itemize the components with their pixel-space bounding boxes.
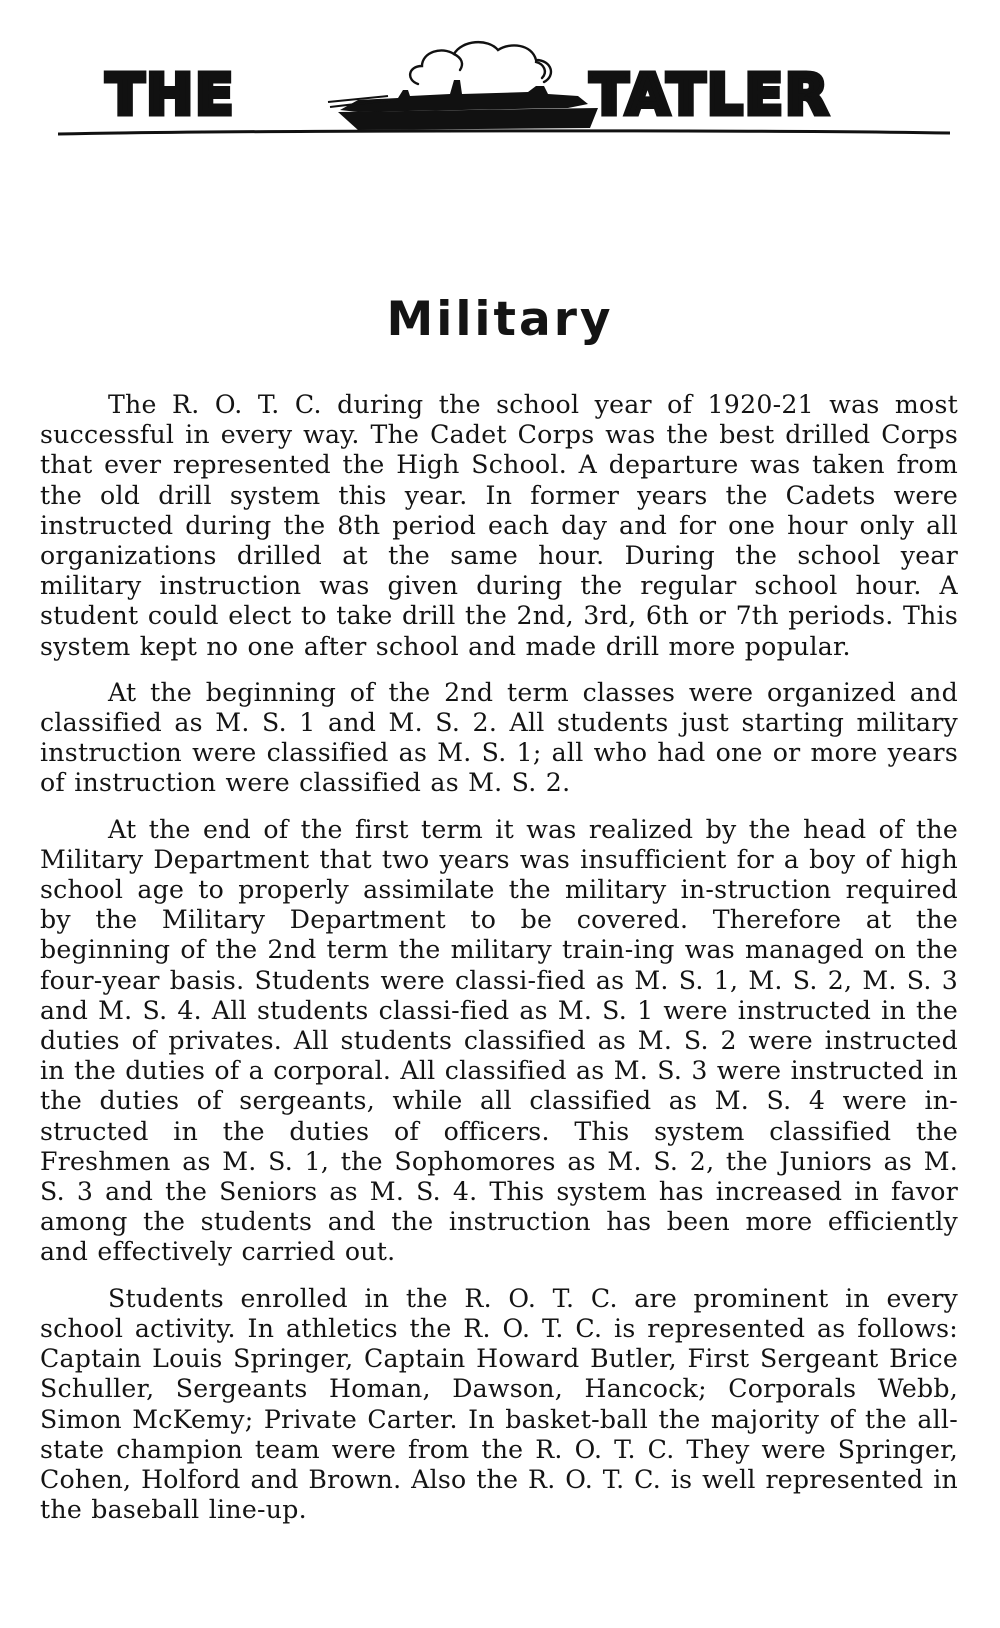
masthead-left-word: THE: [106, 63, 236, 128]
page-title: Military: [386, 292, 614, 347]
masthead-logo: [58, 30, 950, 150]
article-paragraph: At the beginning of the 2nd term classes were organized and classified as M. S. 1 and M. S. 2. All students just starting military instruction were classified as M. S. 1; all who had one or more years of instruction were classified as M. S. 2.: [40, 677, 958, 798]
article-paragraph: At the end of the first term it was realized by the head of the Military Department that two years was insufficient for a boy of high school age to properly assimilate the military in-struction required by the Military Department to be covered. Therefore at the beginning of the 2nd term the military train-ing was managed on the four-year basis. Students were classi-fied as M. S. 1, M. S. 2, M. S. 3 and M. S. 4. All students classi-fied as M. S. 1 were instructed in the duties of privates. All students classified as M. S. 2 were instructed in the duties of a corporal. All classified as M. S. 3 were instructed in the duties of sergeants, while all classified as M. S. 4 were in-structed in the duties of officers. This system classified the Freshmen as M. S. 1, the Sophomores as M. S. 2, the Juniors as M. S. 3 and the Seniors as M. S. 4. This system has increased in favor among the students and the instruction has been more efficiently and effectively carried out.: [40, 814, 958, 1267]
masthead: [58, 30, 950, 150]
article-paragraph: Students enrolled in the R. O. T. C. are prominent in every school activity. In athletics the R. O. T. C. is represented as follows: Captain Louis Springer, Captain Howard Butler, First Sergeant Brice Schuller, Sergeants Homan, Dawson, Hancock; Corporals Webb, Simon McKemy; Private Carter. In basket-ball the majority of the all-state champion team were from the R. O. T. C. They were Springer, Cohen, Holford and Brown. Also the R. O. T. C. is well represented in the baseball line-up.: [40, 1283, 958, 1525]
battleship-icon: [328, 80, 598, 130]
article-body: [40, 390, 958, 1541]
smoke-cloud-icon: [410, 42, 551, 84]
masthead-right-word: TATLER: [590, 63, 831, 128]
article-paragraph: The R. O. T. C. during the school year of 1920-21 was most successful in every way. The Cadet Corps was the best drilled Corps that ever represented the High School. A departure was taken from the old drill system this year. In former years the Cadets were instructed during the 8th period each day and for one hour only all organizations drilled at the same hour. During the school year military instruction was given during the regular school hour. A student could elect to take drill the 2nd, 3rd, 6th or 7th periods. This system kept no one after school and made drill more popular.: [40, 390, 958, 661]
